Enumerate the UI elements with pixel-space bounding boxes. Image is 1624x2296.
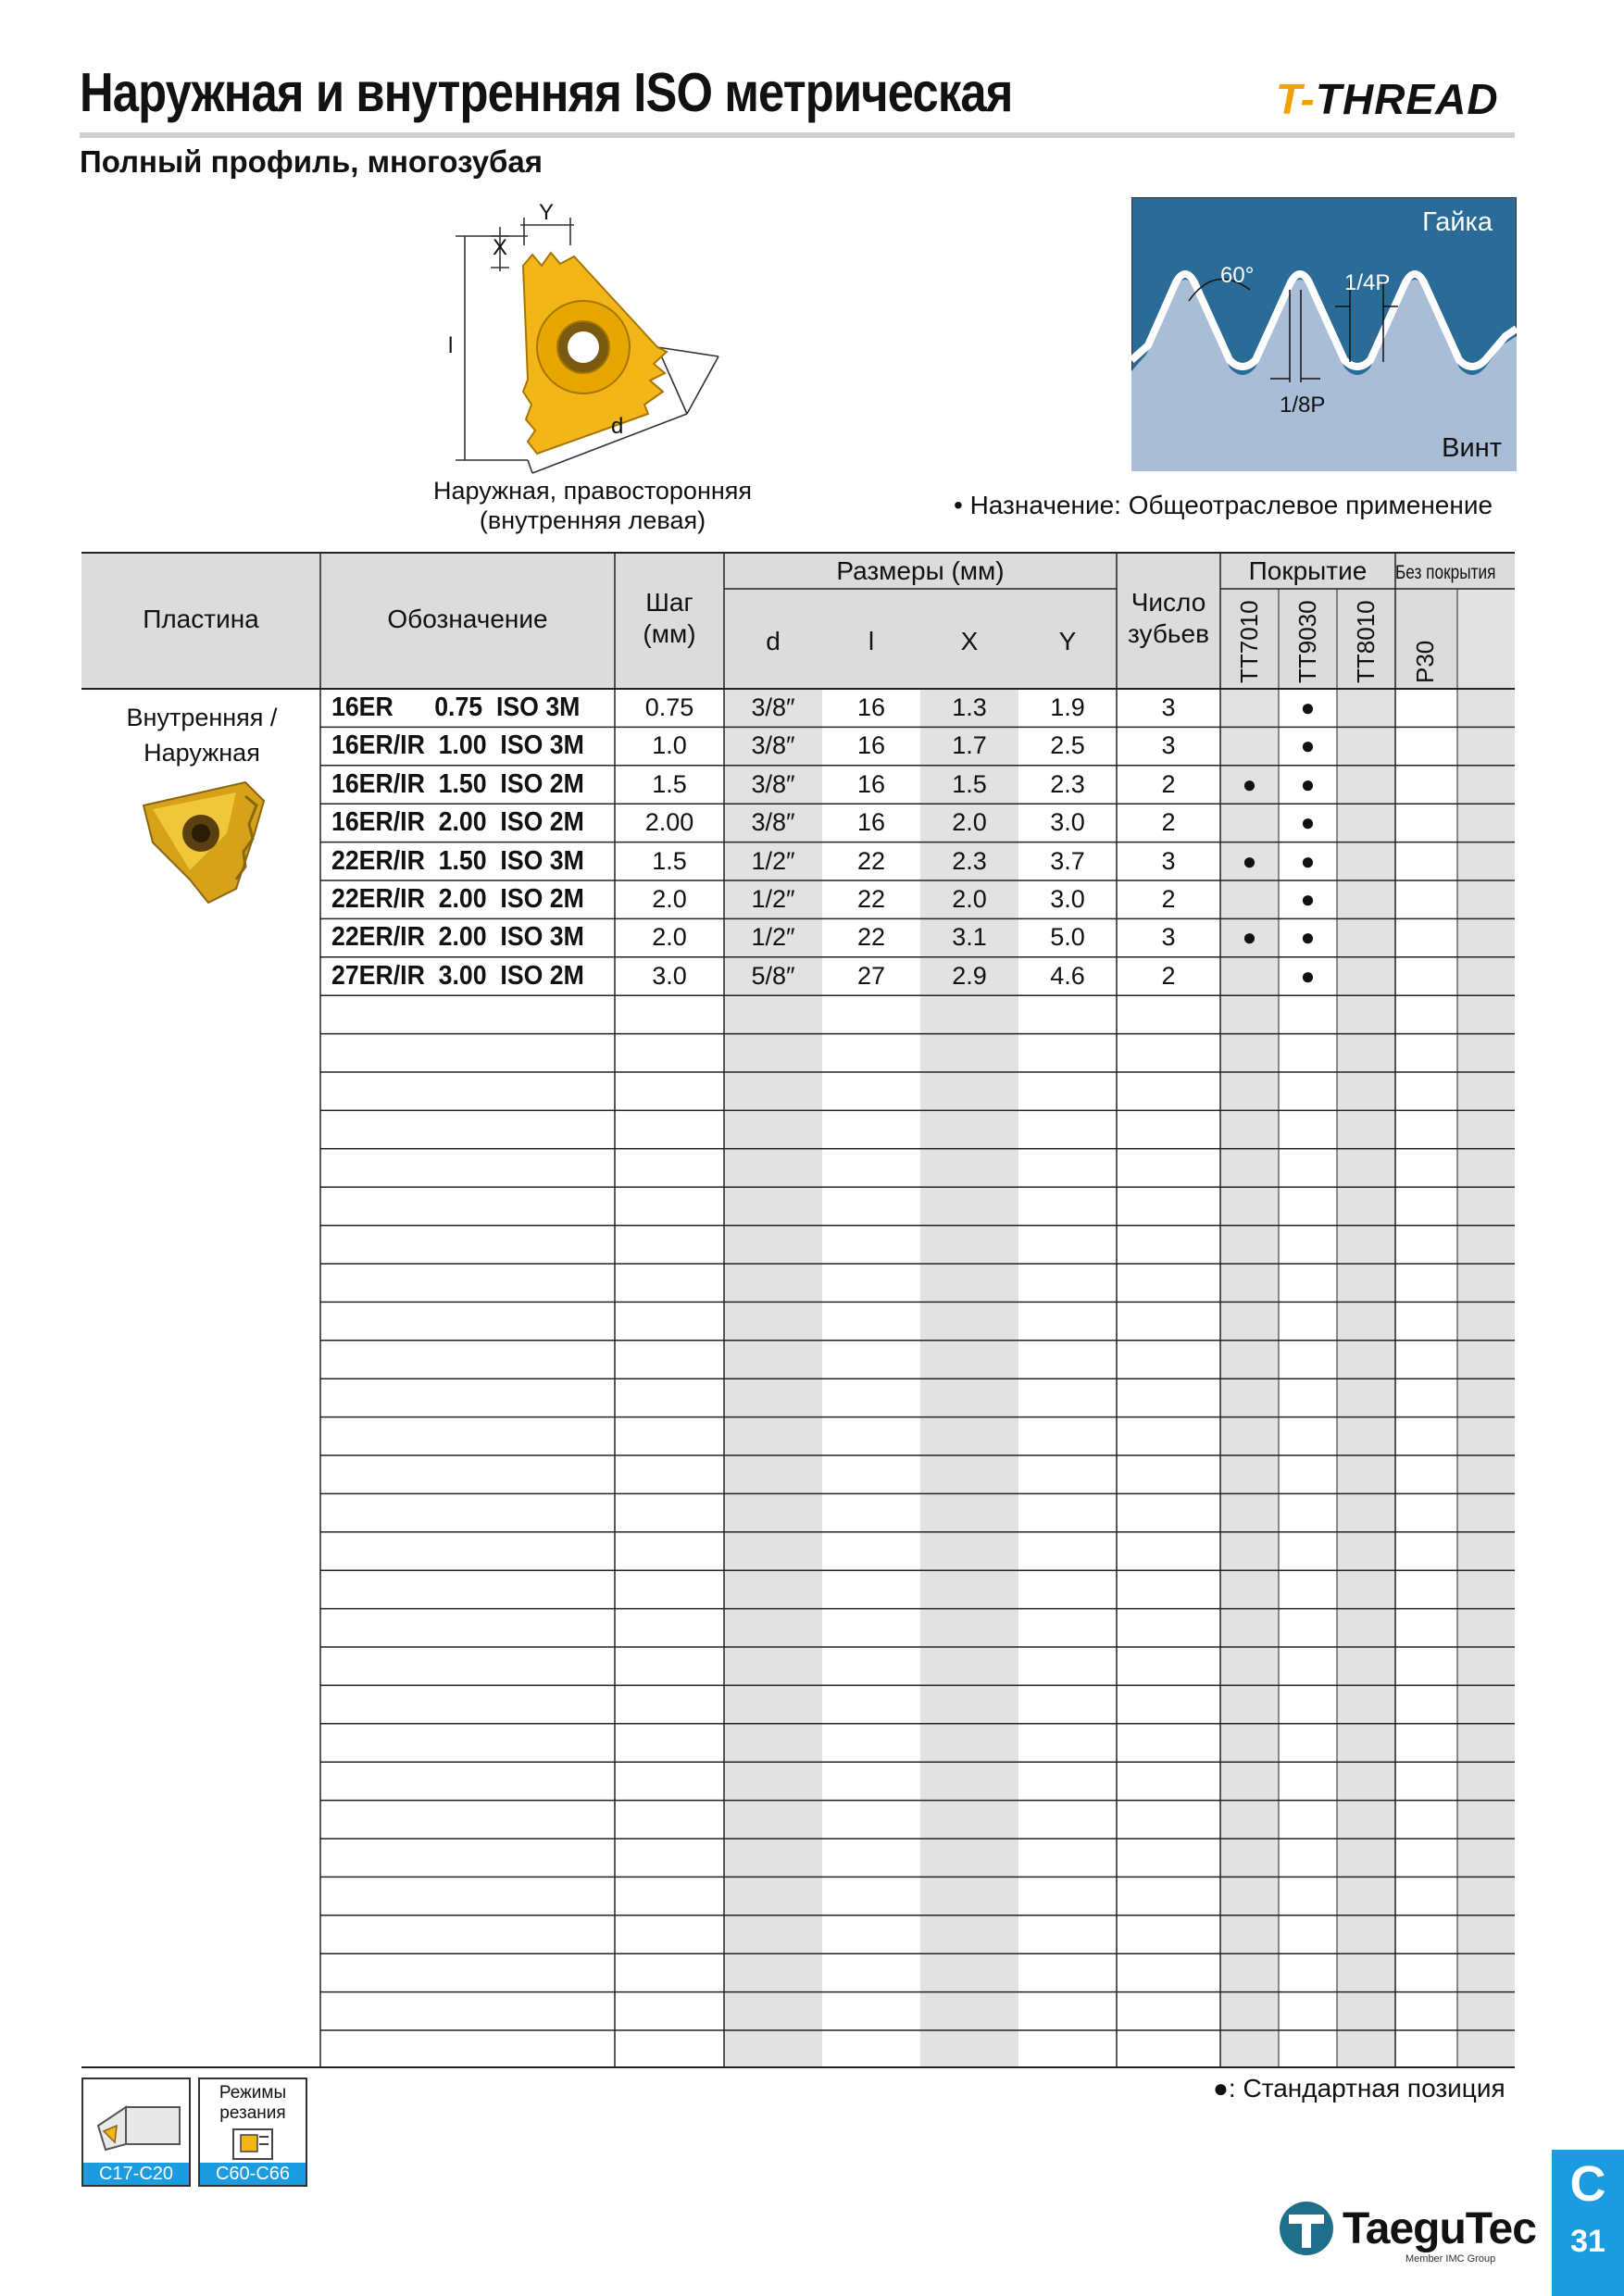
cell-tt8010 — [1348, 689, 1385, 726]
cell-teeth: 2 — [1161, 769, 1176, 798]
cell-tt7010: ● — [1242, 923, 1257, 952]
cutting-conditions-icon — [231, 2128, 274, 2161]
cell-tt7010 — [1231, 957, 1268, 994]
eighth-pitch-label: 1/8P — [1280, 393, 1326, 418]
angle-label: 60° — [1220, 263, 1255, 288]
header-pitch-line1: Шаг — [645, 588, 693, 617]
ref-cutting-line1: Режимы — [219, 2083, 287, 2103]
insert-figure-caption — [398, 476, 787, 535]
cell-l: 16 — [856, 808, 886, 837]
cell-x: 2.3 — [952, 846, 987, 875]
cell-teeth: 2 — [1161, 885, 1176, 913]
taegutec-logo-icon — [1278, 2200, 1335, 2257]
cell-pitch: 2.0 — [652, 885, 687, 913]
cell-designation: 16ER/IR 1.00 ISO 3M — [331, 730, 584, 761]
cell-pitch: 1.5 — [652, 769, 687, 798]
cell-pitch: 0.75 — [644, 693, 694, 721]
header-teeth-line2: зубьев — [1128, 619, 1209, 648]
page-number: 31 — [1570, 2224, 1605, 2259]
page-section-tab — [1552, 2150, 1624, 2296]
inserts-table — [81, 552, 1515, 2068]
cell-x: 3.1 — [952, 923, 987, 952]
cell-y: 2.5 — [1050, 731, 1085, 760]
cell-d: 5/8″ — [751, 961, 795, 990]
cell-y: 2.3 — [1050, 769, 1085, 798]
cell-p30 — [1408, 918, 1445, 955]
cell-tt8010 — [1348, 804, 1385, 841]
header-grade-tt9030: TT9030 — [1293, 600, 1321, 683]
cell-tt9030: ● — [1300, 769, 1316, 798]
cell-x: 2.9 — [952, 961, 987, 990]
cell-y: 4.6 — [1050, 961, 1085, 990]
cell-d: 1/2″ — [751, 885, 795, 913]
cell-tt9030: ● — [1300, 846, 1316, 875]
l-dimension-label: l — [448, 333, 454, 358]
header-no-coating: Без покрытия — [1395, 562, 1496, 583]
caption-line-1: Наружная, правосторонняя — [432, 477, 753, 505]
cell-teeth: 2 — [1161, 961, 1176, 990]
purpose-note: • Назначение: Общеотраслевое применение — [954, 491, 1493, 519]
header-x: X — [960, 627, 979, 655]
cell-p30 — [1408, 689, 1445, 726]
title-divider — [80, 132, 1515, 138]
page-title: Наружная и внутренняя ISO метрическая — [80, 62, 1013, 123]
cell-p30 — [1408, 842, 1445, 880]
legend-standard-item: ●: Стандартная позиция — [1213, 2074, 1505, 2103]
cell-tt7010 — [1231, 727, 1268, 764]
cell-p30 — [1408, 727, 1445, 764]
cell-d: 3/8″ — [751, 769, 795, 798]
ref-box-cutting-conditions[interactable] — [198, 2078, 307, 2187]
cell-x: 1.3 — [952, 693, 987, 721]
caption-line-2: (внутренняя левая) — [479, 506, 706, 534]
cell-tt8010 — [1348, 880, 1385, 917]
header-coating: Покрытие — [1248, 556, 1368, 585]
cell-l: 27 — [856, 961, 886, 990]
cell-x: 2.0 — [952, 808, 987, 837]
cell-pitch: 2.0 — [652, 923, 687, 952]
d-dimension-label: d — [611, 414, 624, 439]
ref-cutting-conditions-label — [200, 2083, 306, 2124]
cell-designation: 22ER/IR 2.00 ISO 2M — [331, 884, 584, 914]
cell-tt9030: ● — [1300, 808, 1316, 837]
section-letter: C — [1569, 2156, 1606, 2212]
cell-d: 3/8″ — [751, 808, 795, 837]
cell-tt8010 — [1348, 842, 1385, 880]
header-sizes: Размеры (мм) — [836, 556, 1005, 585]
taegutec-logo-member: Member IMC Group — [1405, 2253, 1496, 2265]
cell-teeth: 2 — [1161, 808, 1176, 837]
header-pitch-line2: (мм) — [643, 619, 696, 648]
cell-l: 16 — [856, 769, 886, 798]
cell-tt7010 — [1231, 804, 1268, 841]
cell-l: 22 — [856, 923, 886, 952]
header-teeth — [1117, 587, 1220, 650]
header-d: d — [766, 627, 781, 655]
cell-designation: 16ER 0.75 ISO 3M — [331, 693, 581, 722]
cell-pitch: 3.0 — [652, 961, 687, 990]
header-y: Y — [1058, 627, 1077, 655]
cell-designation: 27ER/IR 3.00 ISO 2M — [331, 960, 584, 991]
plate-type-label — [81, 700, 322, 770]
cell-tt8010 — [1348, 727, 1385, 764]
cell-designation: 16ER/IR 1.50 ISO 2M — [331, 768, 584, 799]
cell-x: 1.7 — [952, 731, 987, 760]
cell-l: 22 — [856, 846, 886, 875]
taegutec-logo-name: TaeguTec — [1343, 2204, 1536, 2253]
cell-tt9030: ● — [1300, 885, 1316, 913]
ref-pages-holders: C17-C20 — [83, 2163, 189, 2185]
ref-pages-cutting: C60-C66 — [200, 2163, 306, 2185]
thread-profile-diagram — [1131, 197, 1517, 471]
cell-y: 3.7 — [1050, 846, 1085, 875]
cell-p30 — [1408, 880, 1445, 917]
cell-x: 2.0 — [952, 885, 987, 913]
header-grade-tt8010: TT8010 — [1352, 600, 1380, 683]
cell-p30 — [1408, 957, 1445, 994]
cell-teeth: 3 — [1161, 731, 1176, 760]
screw-label: Винт — [1442, 433, 1502, 463]
page-subtitle: Полный профиль, многозубая — [80, 144, 543, 179]
header-l: l — [868, 627, 875, 655]
cell-tt9030: ● — [1300, 923, 1316, 952]
plate-type-line1: Внутренняя / — [126, 704, 278, 731]
header-plate: Пластина — [143, 605, 259, 633]
cell-designation: 16ER/IR 2.00 ISO 2M — [331, 807, 584, 838]
cell-tt9030: ● — [1300, 961, 1316, 990]
header-grade-p30: P30 — [1411, 640, 1439, 683]
insert-geometry-diagram — [435, 199, 741, 477]
insert-photo — [134, 778, 273, 907]
cell-d: 3/8″ — [751, 693, 795, 721]
cell-y: 3.0 — [1050, 885, 1085, 913]
cell-d: 3/8″ — [751, 731, 795, 760]
cell-tt7010 — [1231, 689, 1268, 726]
cell-y: 5.0 — [1050, 923, 1085, 952]
ref-box-holders[interactable] — [81, 2078, 191, 2187]
cell-y: 1.9 — [1050, 693, 1085, 721]
cell-teeth: 3 — [1161, 923, 1176, 952]
cell-l: 16 — [856, 693, 886, 721]
cell-l: 16 — [856, 731, 886, 760]
brand-logo-prefix: T- — [1276, 75, 1316, 123]
cell-l: 22 — [856, 885, 886, 913]
cell-tt7010 — [1231, 880, 1268, 917]
brand-logo-suffix: THREAD — [1315, 75, 1499, 123]
cell-tt7010: ● — [1242, 769, 1257, 798]
cell-tt9030: ● — [1300, 731, 1316, 760]
cell-pitch: 1.0 — [652, 731, 687, 760]
header-pitch — [615, 587, 724, 650]
cell-teeth: 3 — [1161, 693, 1176, 721]
cell-tt9030: ● — [1300, 693, 1316, 721]
cell-d: 1/2″ — [751, 923, 795, 952]
y-dimension-label: Y — [539, 200, 555, 225]
plate-type-line2: Наружная — [144, 739, 260, 767]
cell-teeth: 3 — [1161, 846, 1176, 875]
header-teeth-line1: Число — [1131, 588, 1206, 617]
cell-designation: 22ER/IR 2.00 ISO 3M — [331, 922, 584, 953]
ref-cutting-line2: резания — [219, 2103, 286, 2123]
header-grade-tt7010: TT7010 — [1235, 600, 1263, 683]
cell-pitch: 1.5 — [652, 846, 687, 875]
cell-p30 — [1408, 804, 1445, 841]
cell-x: 1.5 — [952, 769, 987, 798]
nut-label: Гайка — [1422, 207, 1493, 237]
holder-icon — [89, 2089, 181, 2159]
cell-y: 3.0 — [1050, 808, 1085, 837]
x-dimension-label: X — [493, 235, 508, 260]
quarter-pitch-label: 1/4P — [1344, 270, 1391, 295]
cell-tt8010 — [1348, 957, 1385, 994]
cell-pitch: 2.00 — [644, 808, 694, 837]
cell-tt8010 — [1348, 766, 1385, 803]
cell-designation: 22ER/IR 1.50 ISO 3M — [331, 845, 584, 876]
cell-p30 — [1408, 766, 1445, 803]
cell-tt7010: ● — [1242, 846, 1257, 875]
brand-logo — [1276, 74, 1499, 124]
cell-tt8010 — [1348, 918, 1385, 955]
cell-d: 1/2″ — [751, 846, 795, 875]
header-designation: Обозначение — [387, 605, 548, 633]
